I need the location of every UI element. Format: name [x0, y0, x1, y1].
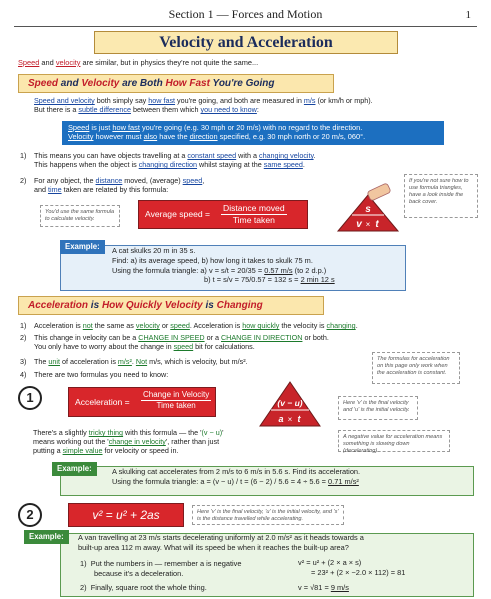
intro-word-speed: Speed [18, 58, 40, 67]
text: changing direction [138, 160, 198, 170]
text: constant speed [187, 151, 237, 160]
formula-fraction [221, 203, 287, 226]
text: m/s [303, 96, 316, 105]
acc-item-4: There are two formulas you need to know: [34, 370, 169, 379]
triangle-top: s [365, 204, 371, 215]
text: of acceleration is [59, 357, 118, 366]
text: This means you can have objects travelling at a [34, 151, 188, 160]
text: for velocity or speed in. [102, 446, 179, 456]
text: . [131, 357, 136, 366]
text: CHANGE IN SPEED [138, 333, 205, 342]
text: time [48, 185, 62, 195]
speed-velocity-definition-box [62, 121, 444, 145]
text: Speed [68, 123, 90, 132]
heading-part: Velocity [164, 300, 203, 311]
text: means working out the ' [33, 437, 109, 447]
step-number: 1) [80, 559, 87, 568]
text: between them which [130, 105, 201, 115]
formula-lhs: Average speed = [145, 209, 211, 219]
header-rule [14, 26, 477, 27]
text: ', rather than just [165, 437, 220, 447]
working-line: v = √81 = [298, 582, 331, 592]
intro-text-2: are similar, but in physics they're not quite the same... [80, 58, 259, 67]
example-line: b) t = s/v = 75/0.57 = 132 s = [204, 275, 301, 285]
heading-part: How Fast [165, 78, 210, 89]
answer: 0.71 m/s² [328, 477, 359, 487]
text: This change in velocity can be a [34, 333, 139, 342]
heading-part: is [202, 300, 217, 311]
text: speed [182, 176, 203, 185]
denominator: Time taken [156, 401, 196, 411]
text: whilst staying at the [197, 160, 264, 170]
text: also [143, 132, 158, 142]
text: . [302, 160, 305, 170]
numerator: Change in Velocity [141, 390, 211, 401]
section-heading-acceleration [18, 296, 324, 315]
text: how fast [148, 96, 176, 105]
text: same speed [263, 160, 303, 170]
text: Not [135, 357, 148, 366]
text: putting a [33, 446, 63, 456]
text: with this formula — the ' [123, 428, 202, 437]
example-2-label: Example: [52, 462, 97, 476]
text: direction [189, 132, 218, 142]
text: with a [236, 151, 259, 160]
text: tricky thing [88, 428, 124, 437]
text: how fast [112, 123, 140, 132]
intro-line [18, 58, 258, 67]
text: The [34, 357, 49, 366]
hand-icon [362, 181, 396, 201]
text: velocity [135, 321, 160, 330]
example-1-label: Example: [60, 240, 105, 254]
page-header [0, 0, 491, 28]
text: have the [157, 132, 190, 142]
example-1-content [112, 246, 335, 285]
text: You only have to worry about the change in [34, 342, 174, 352]
text: (v − u) [201, 428, 223, 437]
example-line: (to 2 d.p.) [292, 265, 327, 275]
intro-word-velocity: velocity [55, 58, 81, 67]
text: (or km/h or mph). [315, 96, 373, 105]
text: There's a slightly [33, 428, 89, 437]
item-number: 1) [20, 321, 27, 330]
formula-lhs: Acceleration = [75, 397, 130, 407]
text: m/s, which is velocity, but m/s². [147, 357, 248, 366]
text: CHANGE IN DIRECTION [220, 333, 303, 342]
text: or [159, 321, 171, 330]
text: is just [89, 123, 113, 132]
working-line: v² = u² + (2 × a × s) [298, 558, 362, 567]
text: Speed and velocity [34, 96, 95, 105]
formula-number-1: 1 [18, 386, 42, 410]
numerator: Distance moved [223, 203, 285, 213]
text: : [256, 105, 259, 115]
text: simple value [62, 446, 103, 456]
speed-intro-paragraph [34, 96, 459, 114]
answer: 2 min 12 s [300, 275, 335, 285]
formula-triangle-note: If you're not sure how to use formula triangles, have a look inside the back cover. [404, 174, 478, 218]
text: or both. [302, 333, 329, 342]
text: For any object, the [34, 176, 96, 185]
text: and [34, 185, 48, 195]
example-3-label: Example: [24, 530, 69, 544]
item-2-text [34, 176, 374, 194]
item-number: 4) [20, 370, 27, 379]
item-number: 2) [20, 176, 27, 185]
text: or a [204, 333, 221, 342]
triangle-left: v [356, 219, 362, 230]
text: subtle difference [78, 105, 131, 115]
formula-fraction [141, 390, 211, 411]
constant-acceleration-note: The formulas for acceleration on this page only work when the acceleration is constant. [372, 352, 460, 384]
triangle-right: t [375, 219, 379, 230]
text: changing [326, 321, 356, 330]
text: the velocity is [279, 321, 327, 330]
step-text: Finally, square root the whole thing. [90, 582, 207, 592]
step-text: Put the numbers in — remember a is negative [90, 559, 242, 568]
answer: 0.57 m/s [264, 265, 293, 275]
text: bit for calculations. [193, 342, 255, 352]
heading-part: How Quickly [101, 300, 162, 311]
example-3-content [78, 533, 364, 553]
item-number: 3) [20, 357, 27, 366]
text: But there is a [34, 105, 79, 115]
text: ' [222, 428, 224, 437]
item-1-text [34, 151, 434, 169]
heading-part: Velocity [81, 78, 120, 89]
text: Acceleration is [34, 321, 83, 330]
text: both simply say [94, 96, 149, 105]
text: . Acceleration is [189, 321, 243, 330]
text: you're going, and both are measured in [175, 96, 304, 105]
acc-item-2 [34, 333, 459, 351]
text: speed [173, 342, 194, 352]
example-2-content [112, 467, 360, 488]
answer: 9 m/s [330, 582, 349, 592]
example-3-steps [80, 559, 241, 593]
page-title: Velocity and Acceleration [94, 31, 398, 54]
text: This happens when the object is [34, 160, 139, 170]
triangle-left: a [278, 414, 284, 424]
text: taken are related by this formula: [61, 185, 169, 195]
text: not [82, 321, 93, 330]
average-speed-formula [138, 200, 308, 229]
text: unit [48, 357, 60, 366]
velocity-formula-note: You'd use the same formula to calculate velocity. [40, 205, 120, 227]
text: distance [95, 176, 123, 185]
example-line: A cat skulks 20 m in 35 s. [112, 246, 196, 255]
example-line: A van travelling at 23 m/s starts decelerating uniformly at 2.0 m/s² as it heads towards a [78, 533, 364, 542]
suvat-formula: v² = u² + 2as [68, 503, 184, 527]
heading-part: and [58, 78, 82, 89]
text: . [355, 321, 358, 330]
text: you need to know [200, 105, 257, 115]
example-3-working [298, 558, 405, 593]
example-line: Find: a) its average speed, b) how long it takes to skulk 75 m. [112, 255, 313, 265]
text: changing velocity [258, 151, 314, 160]
text: speed [170, 321, 190, 330]
triangle-top: (v − u) [277, 398, 303, 408]
triangle-op: × [365, 220, 371, 229]
tricky-paragraph [33, 428, 333, 456]
suvat-variables-note: Here 'v' is the final velocity, 'u' is the initial velocity, and 's' is the distance travelled while accelerating. [192, 505, 344, 525]
item-number: 1) [20, 151, 27, 160]
page-number: 1 [465, 9, 471, 21]
formula-number-2: 2 [18, 503, 42, 527]
acc-item-1 [34, 321, 459, 330]
example-line: A skulking cat accelerates from 2 m/s to 6 m/s in 5.6 s. Find its acceleration. [112, 467, 361, 476]
example-line: built-up area 112 m away. What will its speed be when it reaches the built-up area? [78, 542, 349, 552]
final-initial-velocity-note: Here 'v' is the final velocity and 'u' is the initial velocity. [338, 396, 418, 420]
heading-part: is [88, 300, 102, 311]
heading-part: Changing [216, 300, 263, 311]
text: you're going (e.g. 30 mph or 20 m/s) with no regard to the direction. [139, 123, 363, 132]
text: . [313, 151, 316, 160]
triangle-op: × [287, 415, 293, 424]
example-line: Using the formula triangle: a = (v − u) / t = (6 − 2) / 5.6 = 4 ÷ 5.6 = [112, 477, 329, 487]
heading-part: are Both [119, 78, 166, 89]
denominator: Time taken [232, 215, 275, 225]
item-number: 2) [20, 333, 27, 342]
text: moved, (average) [122, 176, 183, 185]
heading-part: You're Going [209, 78, 275, 89]
text: however must [93, 132, 144, 142]
step-text: because it's a deceleration. [94, 568, 184, 578]
negative-acceleration-note: A negative value for acceleration means something is slowing down (decelerating). [338, 430, 450, 452]
text: Velocity [68, 132, 94, 142]
acceleration-formula [68, 387, 216, 417]
heading-part: Acceleration [28, 300, 89, 311]
heading-part: Speed [28, 78, 59, 89]
section-title: Section 1 — Forces and Motion [168, 7, 323, 21]
working-line: = 23² + (2 × −2.0 × 112) = 81 [311, 567, 406, 577]
text: change in velocity [108, 437, 166, 447]
example-line: Using the formula triangle: a) v = s/t = 20/35 = [112, 265, 265, 275]
intro-text: and [39, 58, 56, 67]
section-heading-speed [18, 74, 334, 93]
text: , [202, 176, 205, 185]
text: how quickly [242, 321, 280, 330]
text: the same as [92, 321, 136, 330]
triangle-right: t [297, 414, 301, 424]
text: m/s² [117, 357, 132, 366]
text: specified, e.g. 30 mph north or 20 m/s, 060°. [217, 132, 366, 142]
step-number: 2) [80, 582, 87, 592]
acceleration-formula-triangle-icon [258, 380, 322, 428]
